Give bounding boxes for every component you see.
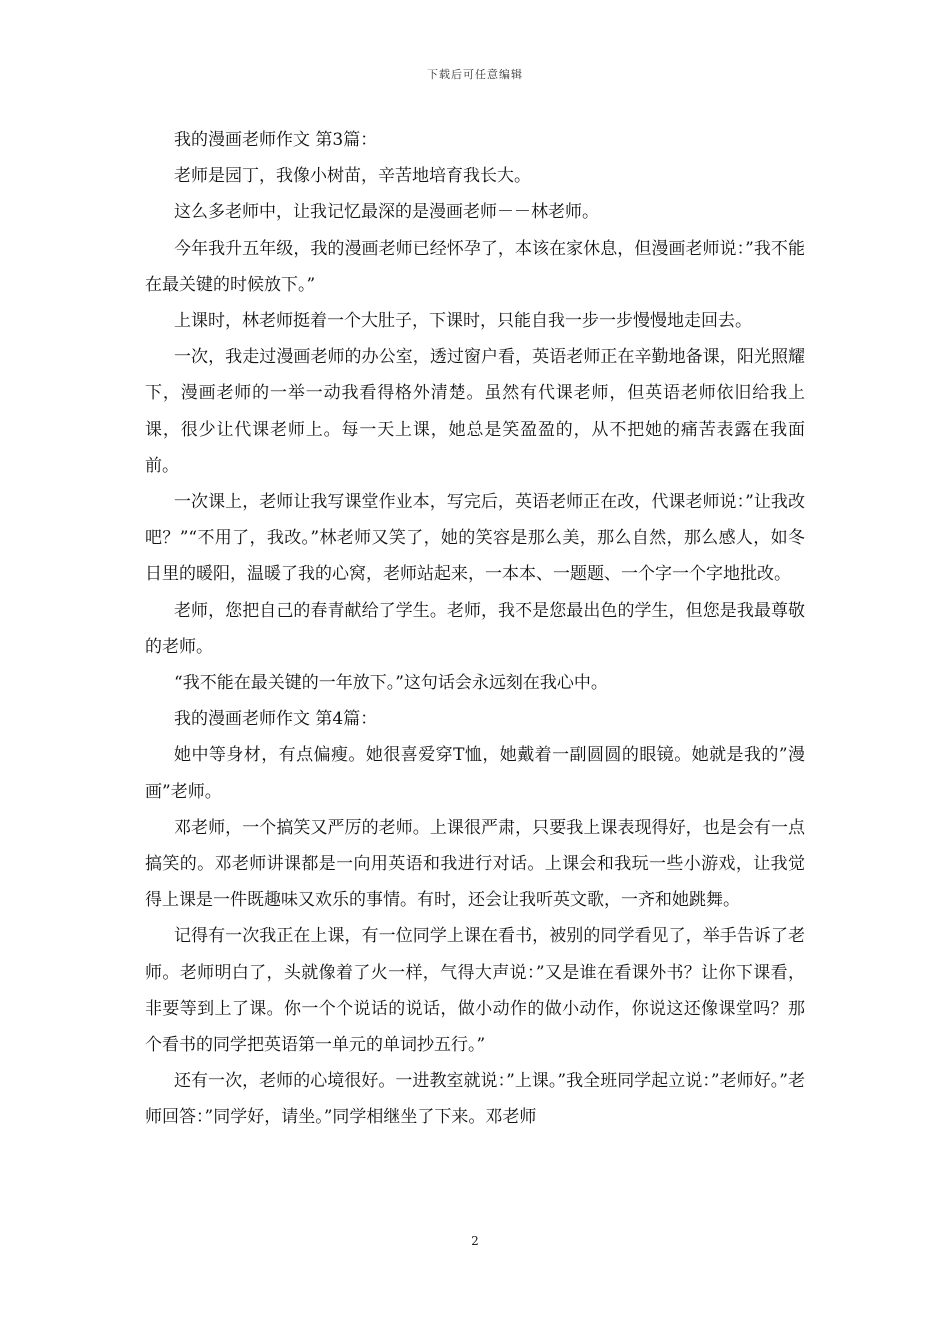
paragraph: 她中等身材，有点偏瘦。她很喜爱穿T恤，她戴着一副圆圆的眼镜。她就是我的”漫画”老师。 <box>145 745 805 802</box>
paragraph: “我不能在最关键的一年放下。”这句话会永远刻在我心中。 <box>174 673 608 694</box>
paragraph: 我的漫画老师作文 第4篇： <box>174 709 378 730</box>
paragraph: 记得有一次我正在上课，有一位同学上课在看书，被别的同学看见了，举手告诉了老师。老师明白了，头就像着了火一样，气得大声说：”又是谁在看课外书？让你下课看，非要等到上了课。你一个个说话的说话，做小动作的做小动作，你说这还像课堂吗？那个看书的同学把英语第一单元的单词抄五行。” <box>145 926 805 1056</box>
paragraph: 老师，您把自己的春青献给了学生。老师，我不是您最出色的学生，但您是我最尊敬的老师。 <box>145 600 805 657</box>
paragraph: 今年我升五年级，我的漫画老师已经怀孕了，本该在家休息，但漫画老师说：”我不能在最关键的时候放下。” <box>145 238 805 295</box>
document-body <box>145 122 805 1136</box>
paragraph: 这么多老师中，让我记忆最深的是漫画老师－－林老师。 <box>174 202 599 223</box>
paragraph: 一次课上，老师让我写课堂作业本，写完后，英语老师正在改，代课老师说：”让我改吧？”“不用了，我改。”林老师又笑了，她的笑容是那么美，那么自然，那么感人，如冬日里的暖阳，温暖了我的心窝，老师站起来，一本本、一题题、一个字一个字地批改。 <box>145 492 805 585</box>
page-header: 下载后可任意编辑 <box>427 68 523 81</box>
paragraph: 邓老师，一个搞笑又严厉的老师。上课很严肃，只要我上课表现得好，也是会有一点搞笑的。邓老师讲课都是一向用英语和我进行对话。上课会和我玩一些小游戏，让我觉得上课是一件既趣味又欢乐的事情。有时，还会让我听英文歌，一齐和她跳舞。 <box>145 817 805 911</box>
paragraph: 老师是园丁，我像小树苗，辛苦地培育我长大。 <box>174 166 531 187</box>
paragraph: 上课时，林老师挺着一个大肚子，下课时，只能自我一步一步慢慢地走回去。 <box>174 311 752 332</box>
paragraph: 一次，我走过漫画老师的办公室，透过窗户看，英语老师正在辛勤地备课，阳光照耀下，漫画老师的一举一动我看得格外清楚。虽然有代课老师，但英语老师依旧给我上课，很少让代课老师上。每一天上课，她总是笑盈盈的，从不把她的痛苦表露在我面前。 <box>145 347 805 476</box>
paragraph: 我的漫画老师作文 第3篇： <box>174 130 378 150</box>
paragraph: 还有一次，老师的心境很好。一进教室就说：”上课。”我全班同学起立说：”老师好。”老师回答：”同学好，请坐。”同学相继坐了下来。邓老师 <box>145 1071 805 1128</box>
page-number: 2 <box>471 1234 479 1248</box>
